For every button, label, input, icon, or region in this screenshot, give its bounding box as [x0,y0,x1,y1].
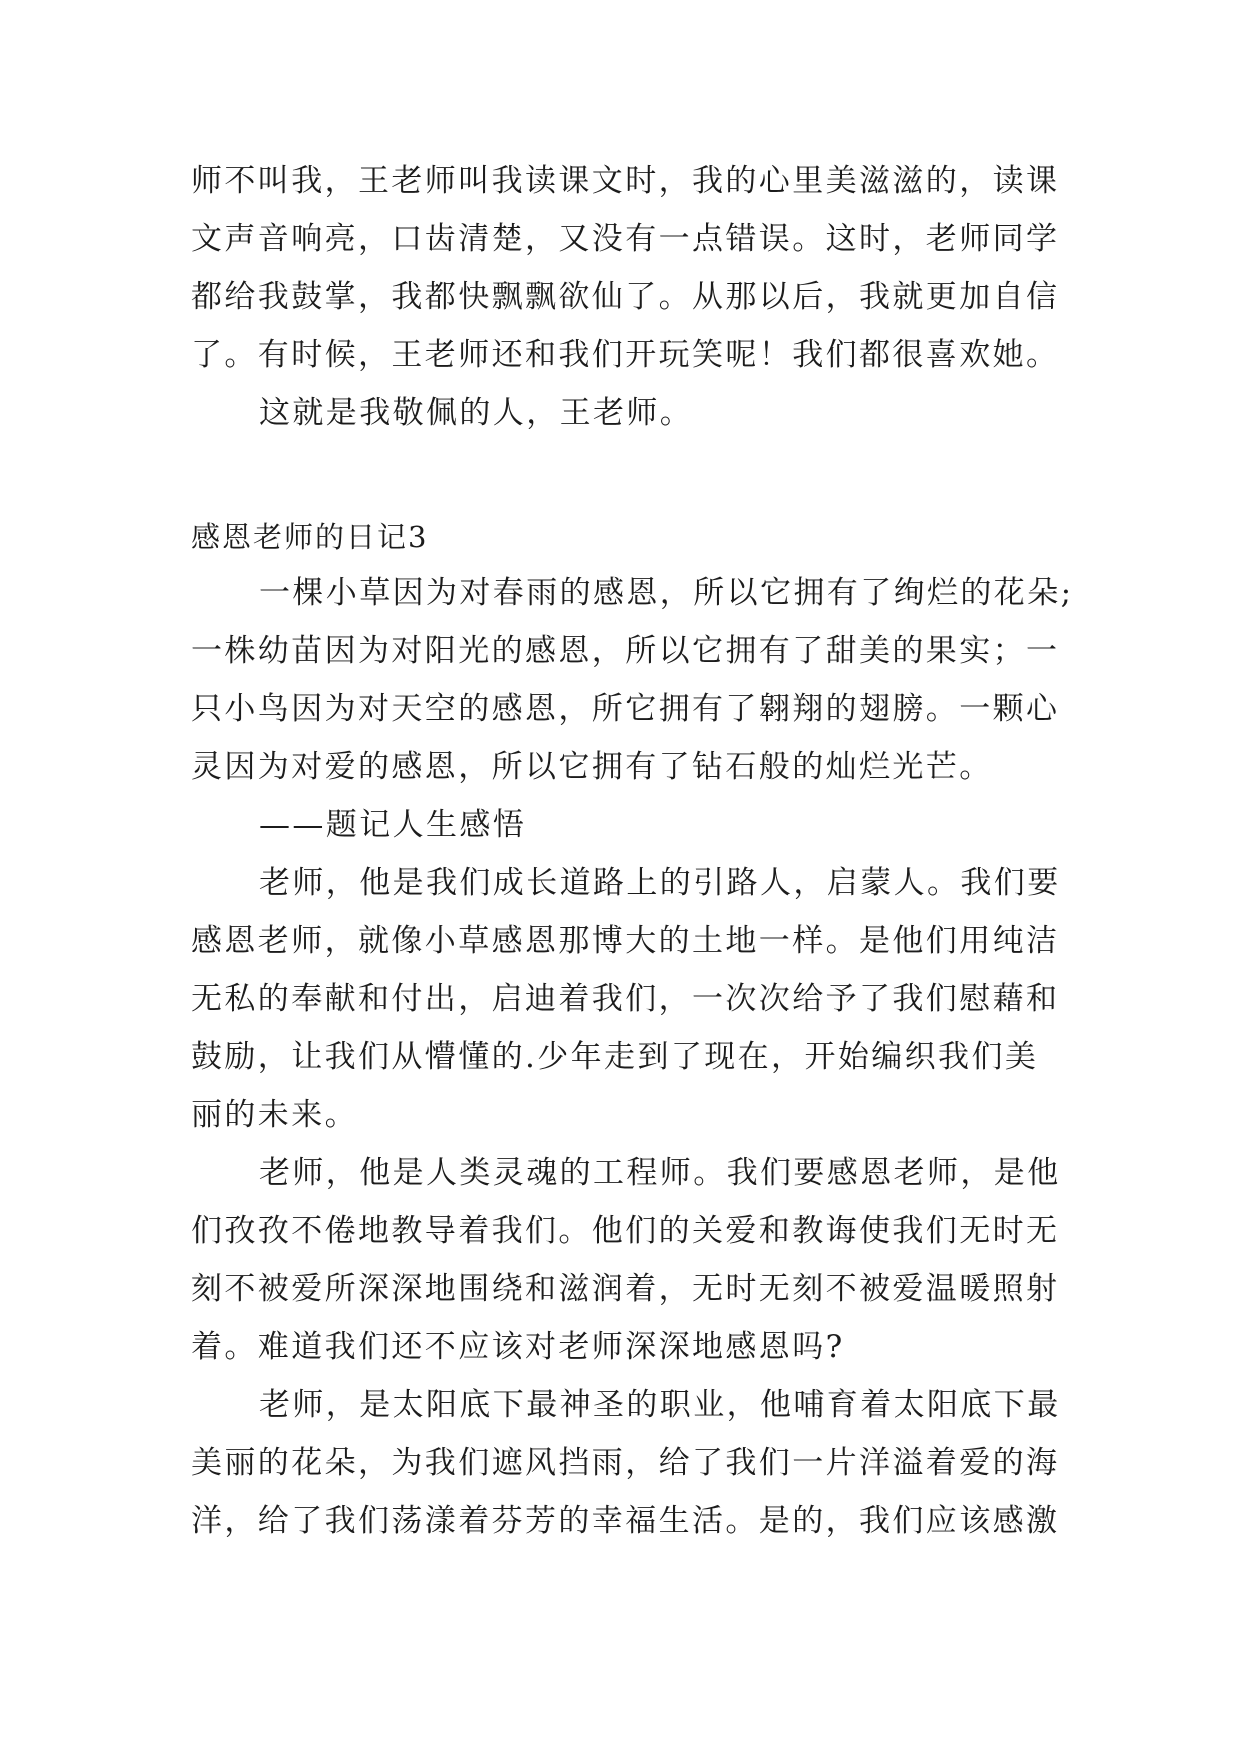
text-line: 一株幼苗因为对阳光的感恩，所以它拥有了甜美的果实；一 [191,633,1060,669]
body-paragraph-1 [191,854,1061,1144]
text-line: 美丽的花朵，为我们遮风挡雨，给了我们一片洋溢着爱的海 [191,1445,1060,1481]
text-line: 鼓励，让我们从懵懂的.少年走到了现在，开始编织我们美 [191,1039,1039,1075]
section-title: 感恩老师的日记3 [191,520,429,554]
text-line: 灵因为对爱的感恩，所以它拥有了钻石般的灿烂光芒。 [191,749,993,785]
text-line: 丽的未来。 [191,1097,358,1133]
text-line: 老师，是太阳底下最神圣的职业，他哺育着太阳底下最 [259,1387,1061,1423]
text-line: 了。有时候，王老师还和我们开玩笑呢！我们都很喜欢她。 [191,337,1060,373]
text-line: 都给我鼓掌，我都快飘飘欲仙了。从那以后，我就更加自信 [191,279,1060,315]
text-line: 们孜孜不倦地教导着我们。他们的关爱和教诲使我们无时无 [191,1213,1060,1249]
section-heading-block [191,508,1051,566]
epigraph-paragraph [191,564,1074,854]
prev-story-paragraph [191,152,1060,442]
text-line: 洋，给了我们荡漾着芬芳的幸福生活。是的，我们应该感激 [191,1503,1060,1539]
epigraph-attribution: ——题记人生感悟 [259,807,527,843]
body-paragraph-2 [191,1144,1061,1376]
text-line: 一棵小草因为对春雨的感恩，所以它拥有了绚烂的花朵; [259,575,1074,611]
text-line: 无私的奉献和付出，启迪着我们，一次次给予了我们慰藉和 [191,981,1060,1017]
text-line: 刻不被爱所深深地围绕和滋润着，无时无刻不被爱温暖照射 [191,1271,1060,1307]
text-line: 文声音响亮，口齿清楚，又没有一点错误。这时，老师同学 [191,221,1060,257]
text-line: 只小鸟因为对天空的感恩，所它拥有了翱翔的翅膀。一颗心 [191,691,1060,727]
prev-story-closing: 这就是我敬佩的人，王老师。 [259,395,694,431]
body-paragraph-3 [191,1376,1061,1550]
text-line: 着。难道我们还不应该对老师深深地感恩吗? [191,1329,845,1365]
text-line: 感恩老师，就像小草感恩那博大的土地一样。是他们用纯洁 [191,923,1060,959]
text-line: 老师，他是人类灵魂的工程师。我们要感恩老师，是他 [259,1155,1061,1191]
text-line: 老师，他是我们成长道路上的引路人，启蒙人。我们要 [259,865,1061,901]
text-line: 师不叫我，王老师叫我读课文时，我的心里美滋滋的，读课 [191,163,1060,199]
